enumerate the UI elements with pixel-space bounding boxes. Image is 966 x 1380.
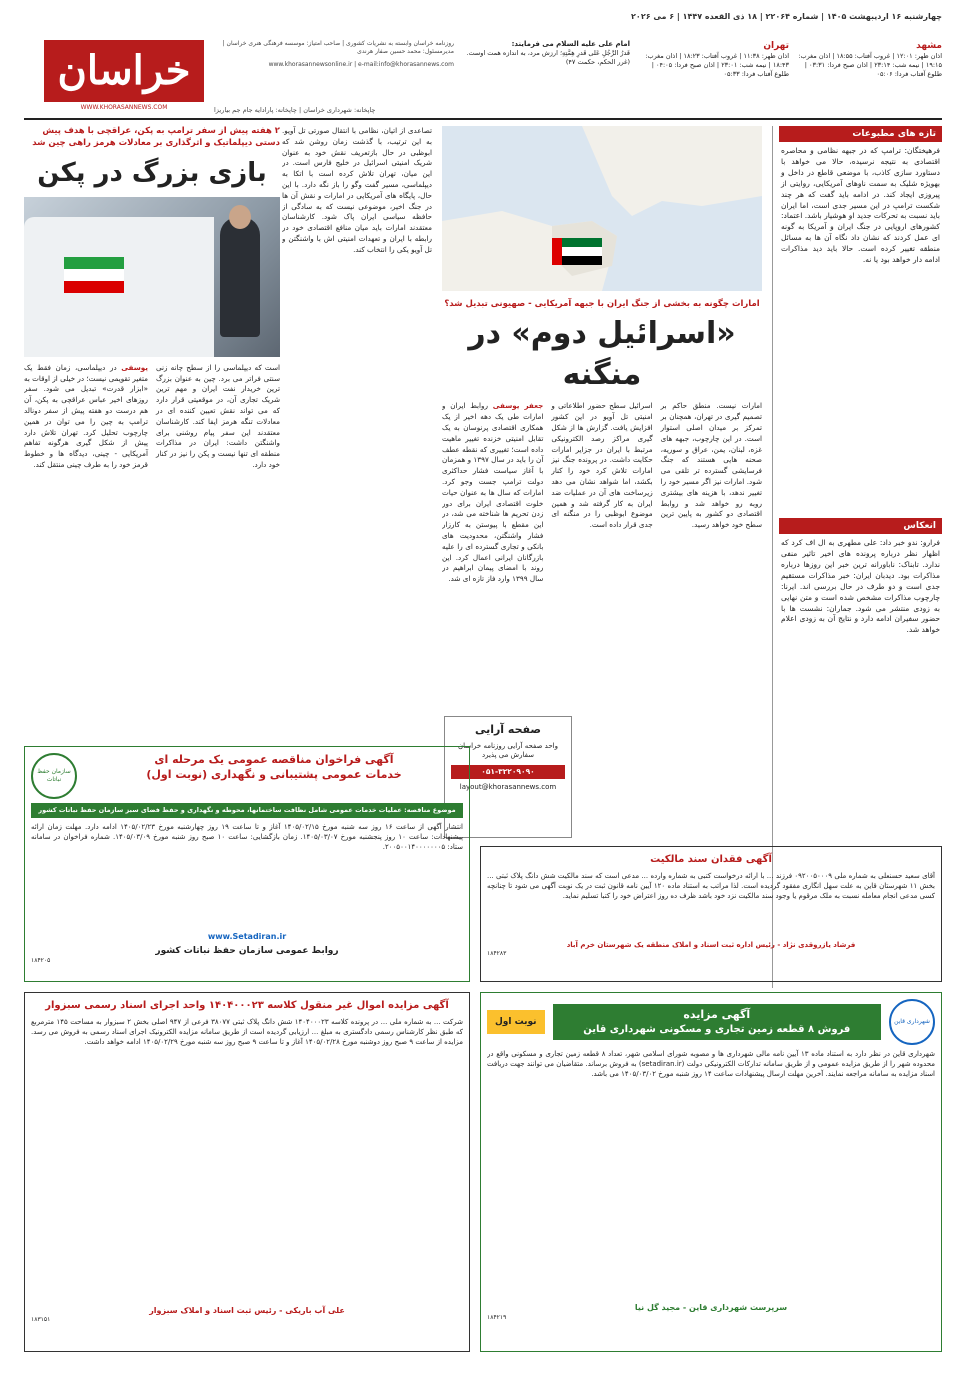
reflection-section-title: انعکاس [779,518,942,534]
beijing-byline: یوسفی [121,362,148,372]
deed-body: آقای سعید حسنعلی به شماره ملی ۰۹۲۰۰۵۰۰۰۹ فرزند ... با ارائه درخواست کتبی به شماره وارده ... مدعی است که سند مالکیت شش دانگ پلاک ثبتی ... بخش ۱۱ شهرستان قاین به علت سهل انگاری مفقود گردیده است. لذا مراتب به استناد ماده ۱۲۰ آیین نامه قانون ثبت در یک نوبت آگهی می شود تا چنانچه کسی مدعی انجام معامله نسبت به ملک مرقوم یا وجود سند مالکیت نزد خود باشد ظرف ده روز اعتراض خود را کتبا تسلیم نماید. [487,871,935,900]
reflection-section-body: فرارو: ندو خبر داد: علی مطهری به ال اف کرد که اظهار نظر درباره پرونده های اخیر تاثیر منفی ندارد. تابناک: ناباورانه ترین خبر این روزها درباره مذاکرات بود. دیدبان ایران: خبر مذاکرات مستقیم جدی است و دو طرف در حال بررسی اند. ایرنا: چارچوب مذاکرات مشخص شده است و متن نهایی به زودی منتشر می شود. جماران: نشست ها با حضور سفیران ادامه دارد و نتایج آن به زودی اعلام خواهد شد. [781,538,940,635]
uae-col-2-text: اسرائیل سطح حضور اطلاعاتی و امنیتی تل آویو در این کشور افزایش یافت. گزارش ها از شکل گیری مراکز رصد الکترونیکی مرتبط با ایران در جزایر امارات حکایت داشت. در پرونده جنگ نیز امارات تلاش کرد خود را کنار بکشد، اما شواهد نشان می دهد زیرساخت های آن در عملیات ضد ایران به کار گرفته شد و همین موضوع ابوظبی را در منگنه ای جدی قرار داده است. [551,401,653,530]
layout-ad-body: واحد صفحه آرایی روزنامه خراسان سفارش می پذیرد [457,741,559,760]
tender-subtitle: خدمات عمومی پشتیبانی و نگهداری (نوبت اول) [146,767,402,781]
auction-qaen-ad [480,992,942,1352]
uae-kicker: امارات چگونه به بخشی از جنگ ایران با جبهه آمریکایی - صهیونی تبدیل شد؟ [444,299,760,309]
auction1-title: آگهی مزایده اموال غیر منقول کلاسه ۱۴۰۴۰۰۰۲۳ واحد اجرای اسناد رسمی سبزوار [45,1000,449,1011]
uae-map [442,126,762,291]
tender-code: ۱۸۴۲۰۵ [31,956,51,964]
beijing-col-2-text: است که دیپلماسی را از سطح چانه زنی سنتی فراتر می برد. چین به عنوان بزرگ ترین خریدار نفت ایران و مهم ترین شریک تجاری آن، در موقعیتی قرار دارد که می تواند نقش تعیین کننده ای در معادلات تنگه هرمز ایفا کند. کارشناسان معتقدند این سفر پیام روشنی برای واشنگتن داشت: ایران در مذاکرات منطقه ای تنها نیست و پکن را نیز در کنار خود دارد. [156,362,280,470]
auction2-badge: نوبت اول [487,1010,545,1034]
prayer-tehran [642,40,789,104]
layout-ad-title: صفحه آرایی [474,723,542,736]
press-section-body: فرهیختگان: ترامپ که در جبهه نظامی و محاصره اقتصادی به نتیجه نرسیده، حالا می خواهد با دستاورد سازی کاذب، با موضعی قاطع در داخل و بهویژه شلیک به سمت ناوهای آمریکایی، روایتی از پیروزی ایجاد کند. در ادامه باید گفت که هر چند شکست ترامپ در این مسیر جدی است، اما ایران باید نسبت به تحرکات جدید او هوشیار باشد. اعتماد: کشورهای اروپایی در جنگ ایران و آمریکا به گونه ای عمل کردند که نشان داد نگاه آن ها به مسائل منطقه تغییر کرده است. حالا باید دید مذاکرات ادامه دار خواهد بود یا نه. [781,146,940,264]
issue-date: چهارشنبه ۱۶ اردیبهشت ۱۴۰۵ | شماره ۲۲۰۶۴ | ۱۸ ذی القعده ۱۴۴۷ | ۶ می ۲۰۲۶ [631,12,942,21]
city-tehran: تهران [763,41,789,51]
beijing-col-2 [156,363,280,618]
masthead-info [214,40,454,104]
logo[interactable]: خراسان [44,40,204,102]
auction-sabzevar-ad [24,992,470,1352]
prayer-mashhad-times: اذان ظهر: ۱۲:۰۱ | غروب آفتاب: ۱۸:۵۵ | اذان مغرب: ۱۹:۱۵ | نیمه شب: ۲۳:۱۴ | اذان صبح فردا: ۰۳:۳۱ | طلوع آفتاب فردا: ۰۵:۰۶ [798,52,942,78]
hadith-source: (غرر الحکم، حکمت ۴۷) [565,57,630,66]
auction1-code: ۱۸۳۱۵۱ [31,1316,51,1324]
header-rule [24,118,942,120]
iran-flag-graphic [64,257,124,293]
uae-flag-graphic [552,238,602,265]
city-mashhad: مشهد [916,41,942,51]
auction2-code: ۱۸۴۲۱۹ [487,1313,507,1321]
tender-body: انتشار آگهی از ساعت ۱۶ روز سه شنبه مورخ ۱۴۰۵/۰۲/۱۵ آغاز و تا ساعت ۱۹ روز چهارشنبه مورخ ۱۴۰۵/۰۲/۲۳ ادامه دارد. مهلت زمان ارائه پیشنهادات: ساعت ۱۰ روز پنجشنبه مورخ ۱۴۰۵/۰۳/۰۷. زمان بازگشایی: ساعت ۱۰ صبح روز شنبه مورخ ۱۴۰۵/۰۳/۰۹. شماره فراخوان در سامانه ستاد: ۲۰۰۵۰۰۱۴۰۰۰۰۰۰۰۵. [31,822,463,852]
deed-signer: فرشاد یازروقدی نژاد - رئیس اداره ثبت اسناد و املاک منطقه یک شهرستان خرم آباد [566,940,856,949]
auction1-signer: علی آب باریکی - رئیس ثبت اسناد و املاک سبزوار [149,1305,345,1315]
hadith-title: امام علی علیه السلام می فرمایند: [511,40,630,48]
masthead-text: روزنامه خراسان وابسته به نشریات کشوری | صاحب امتیاز: موسسه فرهنگی هنری خراسان | مدیرمسئول: محمد حسین صفار هرندی [222,40,454,55]
auction2-signer: سرپرست شهرداری قاین - مجید گل نیا [634,1303,788,1312]
print-info: چاپخانه: شهرداری خراسان | چاپخانه: پارادایه جام جم بیاریزا [214,106,376,114]
prayer-mashhad [795,40,942,104]
auction1-body: شرکت ... به شماره ملی ... در پرونده کلاسه ۱۴۰۴۰۰۰۲۳ شش دانگ پلاک ثبتی ۳۸۰۷۷ فرعی از ۹۴۷ اصلی بخش ۲ سبزوار به مساحت ۱۴۵ مترمربع که طبق نظر کارشناس رسمی دادگستری به مبلغ ... ارزیابی گردیده است از طریق سامانه مزایده الکترونیک اجرای اسناد رسمی به فروش می رسد. مزایده از ساعت ۹ صبح روز دوشنبه مورخ ۱۴۰۵/۰۲/۲۸ آغاز و تا ساعت ۹ صبح روز سه شنبه مورخ ۱۴۰۵/۰۲/۲۹ ادامه خواهد داشت. [31,1017,463,1046]
auction2-header [553,1004,881,1040]
layout-ad-phone[interactable]: ۰۵۱-۳۲۲۰۹۰۹۰ [451,765,565,779]
beijing-col-1-text: در دیپلماسی، زمان فقط یک متغیر تقویمی نیست؛ در خیلی از اوقات به «ابزار قدرت» تبدیل می شود. سفر روزهای اخیر عباس عراقچی به پکن، آن هم درست دو هفته پیش از سفر دونالد ترامپ به چین را می توان در همین چارچوب تحلیل کرد. تهران تلاش دارد پیش از شکل گیری هرگونه تفاهم آمریکایی - چینی، دیدگاه ها و خطوط قرمز خود را به طرف چینی منتقل کند. [24,362,148,470]
uae-headline[interactable]: «اسرائیل دوم» در منگنه [468,316,736,392]
tender-title: آگهی فراخوان مناقصه عمومی یک مرحله ای [154,753,394,766]
person-head [229,205,251,229]
beijing-photo [24,197,280,357]
beijing-col-1 [24,363,148,618]
uae-col-1-text: روابط ایران و امارات طی یک دهه اخیر از یک همکاری اقتصادی پرنوسان به یک تقابل امنیتی خزنده تغییر ماهیت داده است؛ تغییری که نقطه عطف آن را باید در سال ۱۳۹۷ و همزمان با آغاز سیاست فشار حداکثری دولت ترامپ جست وجو کرد. امارات که سال ها به عنوان حیات خلوت اقتصادی ایران برای دور زدن تحریم ها شناخته می شد، در این مقطع با پیوستن به کارزار فشار واشنگتن، محدودیت های بانکی و تجاری گسترده ای را علیه بازرگانان ایرانی اعمال کرد. این روند با امضای پیمان ابراهیم در سال ۱۳۹۹ وارد فاز تازه ای شد. [442,401,544,584]
beijing-headline[interactable]: بازی بزرگ در پکن [37,157,267,188]
layout-ad-email[interactable]: layout@khorasannews.com [459,782,557,791]
person-graphic [220,217,260,337]
qaen-municipality-logo: شهرداری قاین [889,999,935,1045]
hadith-text: قَدرُ الرَّجُلِ عَلى قَدرِ هِمَّتِهِ؛ ارزش مرد، به اندازه همت اوست. [466,49,630,58]
ppo-seal-logo: سازمان حفظ نباتات [31,753,77,799]
uae-col-3 [661,401,762,781]
deed-title: آگهی فقدان سند مالکیت [650,854,772,865]
auction2-body: شهرداری قاین در نظر دارد به استناد ماده ۱۳ آیین نامه مالی شهرداری ها و مصوبه شورای اسلامی شهر، تعداد ۸ قطعه زمین تجاری و مسکونی واقع در محدوده شهر را از طریق مزایده عمومی و از طریق سامانه تدارکات الکترونیکی دولت (setadiran.ir) به فروش برساند. متقاضیان می توانند جهت دریافت اسناد مزایده به سامانه مراجعه نمایند. آخرین مهلت ارسال پیشنهادات ساعت ۱۴ روز شنبه مورخ ۱۴۰۵/۰۳/۰۲ می باشد. [487,1050,935,1079]
auction2-title: آگهی مزایده [683,1007,751,1021]
prayer-times [642,40,942,104]
hadith-box [460,40,630,104]
map-graphic [442,126,762,291]
uae-story [442,126,762,738]
press-section-title: تازه های مطبوعات [779,126,942,142]
tender-footer: روابط عمومی سازمان حفظ نباتات کشور [155,945,339,956]
logo-url[interactable]: WWW.KHORASANNEWS.COM [80,104,168,111]
tender-site-link[interactable]: www.Setadiran.ir [207,931,287,941]
auction2-subtitle: فروش ۸ قطعه زمین تجاری و مسکونی شهرداری قاین [583,1023,851,1035]
prayer-tehran-times: اذان ظهر: ۱۱:۳۸ | غروب آفتاب: ۱۸:۲۳ | اذان مغرب: ۱۸:۴۳ | نیمه شب: ۲۳:۰۱ | اذان صبح فردا: ۰۴:۰۵ | طلوع آفتاب فردا: ۰۵:۳۳ [645,52,789,78]
site-urls[interactable]: www.khorasannewsonline.ir | e-mail:info@khorasannews.com [268,61,454,68]
deed-ad [480,846,942,982]
tender-topic: موضوع مناقصه: عملیات خدمات عمومی شامل نظافت ساختمانها، محوطه و نگهداری و حفظ فضای سبز سازمان حفظ نباتات کشور [31,803,463,818]
beijing-body [24,363,280,618]
uae-continued: تصاعدی از اتیان، نظامی با انتقال صورتی تل آویو. به این ترتیب، با گذشت زمان روشن شد که ابوظبی در حال بازتعریف نقش خود به عنوان شریک امنیتی اسرائیل در خلیج فارس است. در این میان، تهران تلاش کرده است با اتکا به دیپلماسی، مسیر گفت وگو را باز نگه دارد. با این حال، پایگاه های آمریکایی در امارات و نقش آن ها در جنگ اخیر، موضوعی نیست که به سادگی از حافظه سیاسی ایران پاک شود. کارشناسان معتقدند امارات باید میان منافع اقتصادی خود در رابطه با ایران و تعهدات امنیتی اش با واشنگتن و تل آویو یکی را انتخاب کند. [282,126,432,254]
uae-byline: جعفر یوسفی [492,401,544,411]
beijing-kicker: ۲ هفته پیش از سفر ترامپ به پکن، عراقچی با هدف پیش دستی دیپلماتیک و اثرگذاری بر معادلات هرمز راهی چین شد [32,126,280,148]
tender-ad [24,746,470,982]
deed-code: ۱۸۴۲۸۳ [487,949,507,957]
beijing-story [24,126,280,738]
uae-col-3-text: امارات نیست. منطق حاکم بر تصمیم گیری در تهران، همچنان بر تمرکز بر میدان اصلی استوار است. در این چارچوب، جبهه های غزه، لبنان، یمن، عراق و سوریه، صحنه هایی هستند که جنگ فرسایشی گسترده تر تلقی می شود. امارات نیز اگر مسیر خود را تغییر ندهد، با هزینه های بیشتری روبه رو خواهد شد و روابط اقتصادی دو کشور به پایین ترین سطح خود خواهد رسید. [660,401,762,530]
